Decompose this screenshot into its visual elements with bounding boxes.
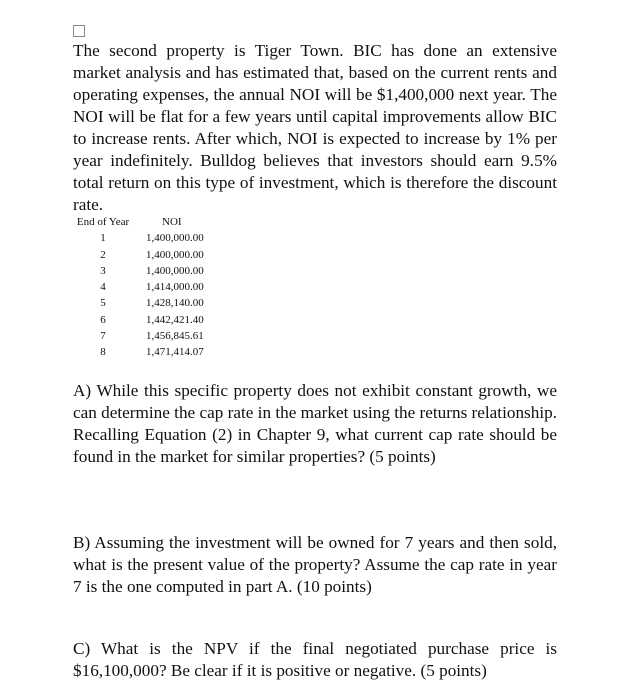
table-row	[73, 230, 204, 246]
noi-cell: 1,428,140.00	[146, 297, 204, 310]
table-row	[73, 279, 204, 295]
year-cell: 5	[100, 297, 106, 310]
noi-cell: 1,414,000.00	[146, 281, 204, 294]
noi-cell: 1,471,414.07	[146, 346, 204, 359]
year-cell: 2	[100, 248, 106, 261]
year-cell: 3	[100, 264, 106, 277]
year-cell: 1	[100, 232, 106, 245]
table-row	[73, 344, 204, 360]
header-noi: NOI	[162, 216, 182, 228]
intro-paragraph: The second property is Tiger Town. BIC has done an extensive market analysis and has estimated that, based on the current rents and operating expenses, the annual NOI will be $1,400,000 next year. The NOI will be flat for a few years until capital improvements allow BIC to increase rents. After which, NOI is expected to increase by 1% per year indefinitely. Bulldog believes that investors should earn 9.5% total return on this type of investment, which is therefore the discount rate.	[73, 41, 557, 214]
year-cell: 4	[100, 281, 106, 294]
table-row	[73, 312, 204, 328]
noi-cell: 1,400,000.00	[146, 264, 204, 277]
table-header-row	[73, 214, 204, 230]
noi-cell: 1,400,000.00	[146, 248, 204, 261]
header-end-of-year: End of Year	[76, 216, 130, 228]
noi-cell: 1,400,000.00	[146, 232, 204, 245]
table-row	[73, 295, 204, 311]
noi-cell: 1,456,845.61	[146, 330, 204, 343]
noi-table	[73, 214, 204, 361]
noi-cell: 1,442,421.40	[146, 313, 204, 326]
year-cell: 6	[100, 313, 106, 326]
year-cell: 8	[100, 346, 106, 359]
checkbox[interactable]	[73, 25, 85, 37]
table-row	[73, 263, 204, 279]
table-row	[73, 328, 204, 344]
question-b: B) Assuming the investment will be owned for 7 years and then sold, what is the present value of the property? Assume the cap rate in year 7 is the one computed in part A. (10 points)	[73, 533, 557, 596]
question-a: A) While this specific property does not exhibit constant growth, we can determine the cap rate in the market using the returns relationship. Recalling Equation (2) in Chapter 9, what current cap rate should be found in the market for similar properties? (5 points)	[73, 381, 557, 466]
table-row	[73, 247, 204, 263]
question-c: C) What is the NPV if the final negotiated purchase price is $16,100,000? Be clear if it is positive or negative. (5 points)	[73, 639, 557, 680]
year-cell: 7	[100, 330, 106, 343]
